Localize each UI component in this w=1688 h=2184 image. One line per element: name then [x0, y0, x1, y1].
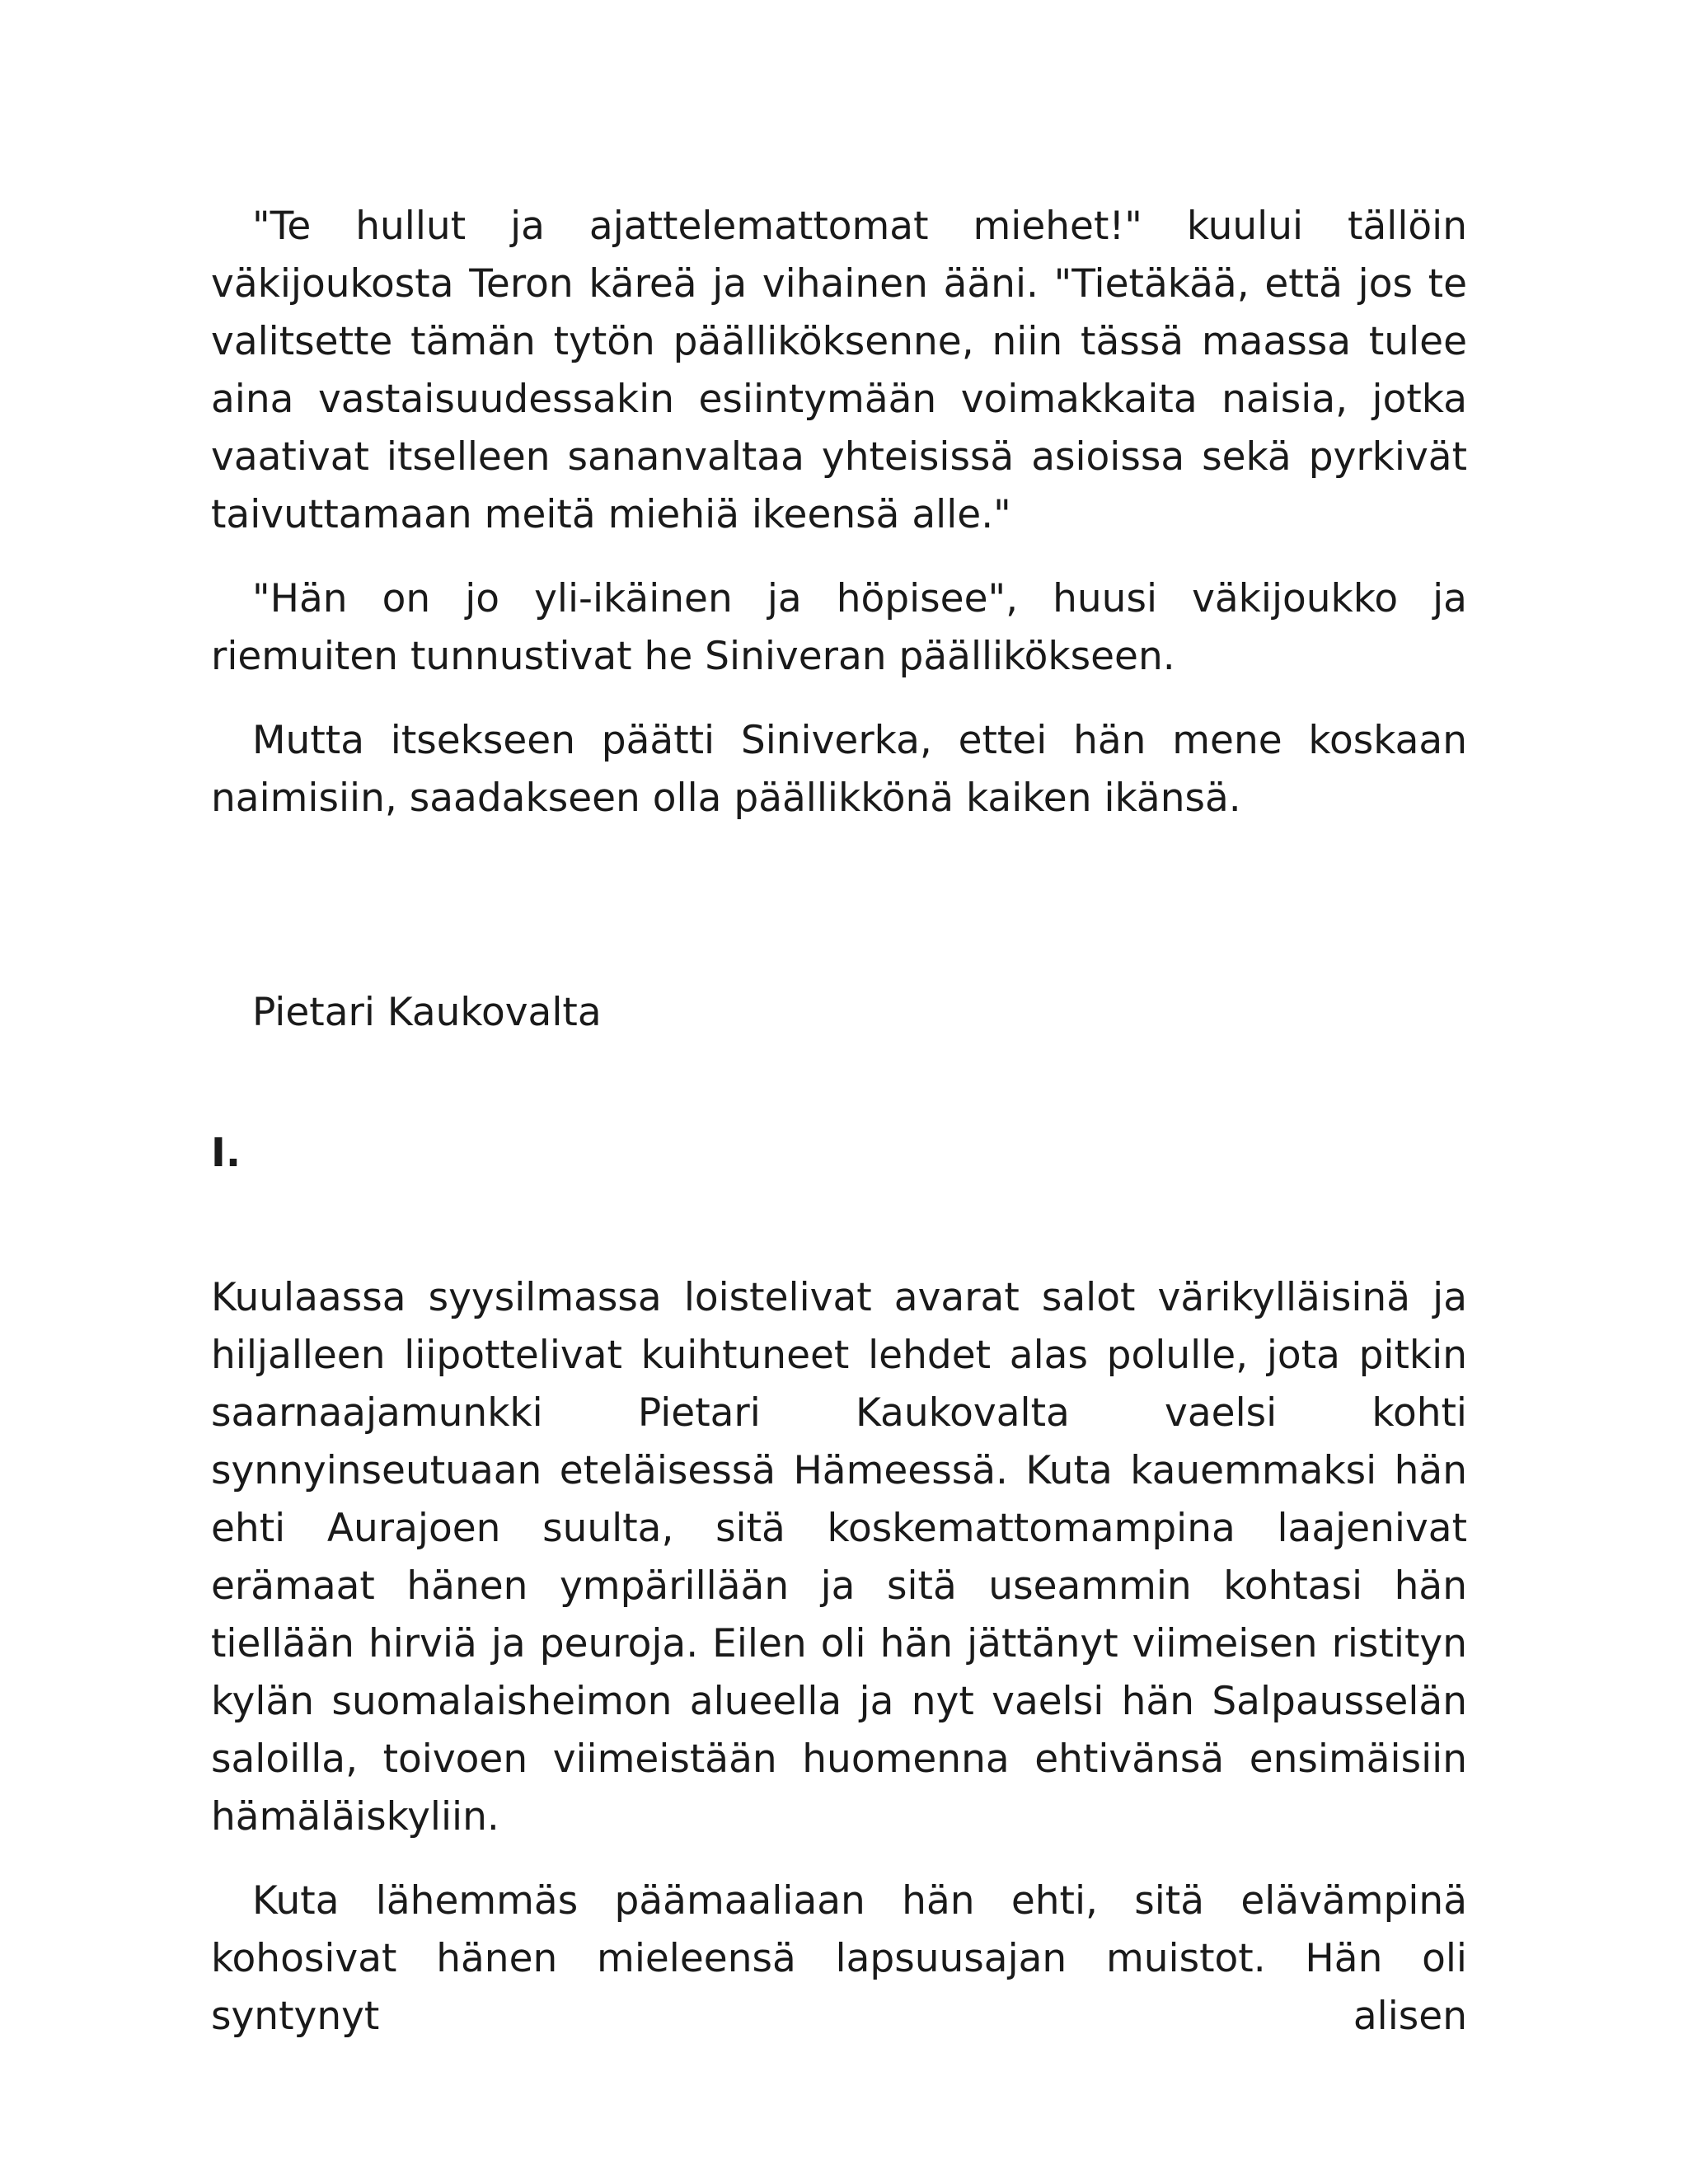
paragraph-crowd-reply: "Hän on jo yli-ikäinen ja höpisee", huusi väkijoukko ja riemuiten tunnustivat he Siniveran päällikökseen.	[211, 576, 1467, 679]
paragraph-childhood-memories: Kuta lähemmäs päämaaliaan hän ehti, sitä elävämpinä kohosivat hänen mieleensä lapsuusajan muistot. Hän oli syntynyt alisen	[211, 1878, 1467, 2039]
story-title: Pietari Kaukovalta	[252, 990, 602, 1035]
chapter-spacer	[211, 1182, 1467, 1269]
paragraph-tero-speech: "Te hullut ja ajattelemattomat miehet!" kuului tällöin väkijoukosta Teron käreä ja vihainen ääni. "Tietäkää, että jos te valitsette tämän tytön päälliköksenne, niin tässä maassa tulee aina vastaisuudessakin esiintymään voimakkaita naisia, jotka vaativat itselleen sananvaltaa yhteisissä asioissa sekä pyrkivät taivuttamaan meitä miehiä ikeensä alle."	[211, 204, 1467, 537]
paragraph-siniverka-decision: Mutta itsekseen päätti Siniverka, ettei hän mene koskaan naimisiin, saadakseen olla päällikkönä kaiken ikänsä.	[211, 718, 1467, 821]
chapter-heading: I.	[211, 1130, 241, 1176]
paragraph-autumn-journey: Kuulaassa syysilmassa loistelivat avarat salot värikylläisinä ja hiljalleen liipottelivat kuihtuneet lehdet alas polulle, jota pitkin saarnaajamunkki Pietari Kaukovalta vaelsi kohti synnyinseutuaan eteläisessä Hämeessä. Kuta kauemmaksi hän ehti Aurajoen suulta, sitä koskemattomampina laajenivat erämaat hänen ympärillään ja sitä useammin kohtasi hän tiellään hirviä ja peuroja. Eilen oli hän jättänyt viimeisen ristityn kylän suomalaisheimon alueella ja nyt vaelsi hän Salpausselän saloilla, toivoen viimeistään huomenna ehtivänsä ensimäisiin hämäläiskyliin.	[211, 1275, 1467, 1840]
text-column	[211, 198, 1467, 2072]
